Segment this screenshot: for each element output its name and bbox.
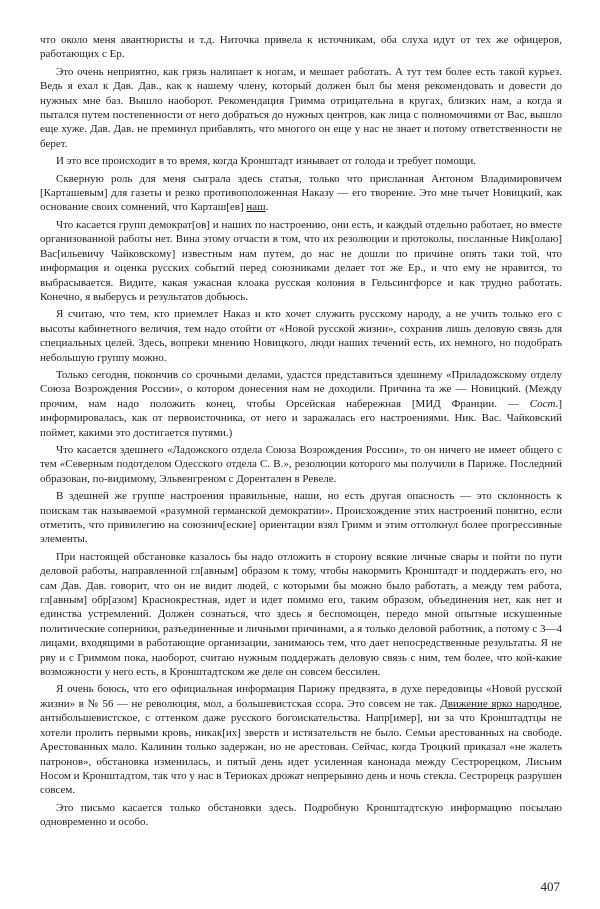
text-run: ] информировалась, как от первоисточника, от него и заражалась его настроениями. Ник. Вас. Чайковский поймет, какими это достигается путями.) xyxy=(40,397,562,439)
paragraph xyxy=(40,368,562,440)
text-run: Это очень неприятно, как грязь налипает к ногам, и мешает работать. А тут тем более есть такой курьез. Ведь я ехал к Дав. Дав., как к нашему члену, который должен был бы меня рекомендовать и довести до нужных мне баз. Вышло наоборот. Рекомендация Гримма отрицательна в кругах, близких нам, а когда я пытался путем постепенности от него добраться до нужных центров, как лица с полномочиями от Вас, вышло еще хуже. Дав. Дав. не преминул прибавлять, что многого он еще у нас не знает и потому ответственности не берет. xyxy=(40,65,562,150)
paragraph xyxy=(40,218,562,304)
text-run: Это письмо касается только обстановки здесь. Подробную Кронштадтскую информацию посылаю одновременно и особо. xyxy=(40,801,562,829)
text-run: Скверную роль для меня сыграла здесь статья, только что присланная Антоном Владимировичем [Карташевым] для газеты и резко противоположенная Наказу — его творение. Это мне тычет Новицкий, как основание своих сомнений, что Карташ[ев] xyxy=(40,172,562,214)
underlined-text: наш xyxy=(246,201,266,214)
paragraph xyxy=(40,682,562,797)
text-run: Что касается групп демократ[ов] и наших по настроению, они есть, и каждый отдельно работает, но вместе организованной работы нет. Вина этому отчасти в том, что их резолюции и протоколы, посланные Ник[олаю] Вас[ильевичу Чайковскому] известным нам путем, до нас не дошли по причине опять таки той, что информация и оценка русских событий перед союзниками делает тот же Ер., и что ему не нравится, то выбрасывается. Видите, какая ужасная клоака русская колония в Гельсингфорсе и как трудно работать. Конечно, я выберусь и результатов добьюсь. xyxy=(40,218,562,303)
paragraph xyxy=(40,172,562,215)
page-number: 407 xyxy=(540,879,560,894)
text-run: Только сегодня, покончив со срочными делами, удастся представиться здешнему «Приладожскому отделу Союза Возрождения России», о котором донесения нам не доходили. Причина та же — Новицкий. (Между прочим, нам надо положить конец, чтобы Орсейская набережная [МИД Франции. — xyxy=(40,368,562,410)
text-run: В здешней же группе настроения правильные, наши, но есть другая опасность — это склонность к поискам так называемой «разумной германской демократии». Происхождение этих настроений понятно, если отметить, что привилегию на союзнич[еские] ориентации взял Гримм и этим оттолкнул более прогрессивные элементы. xyxy=(40,490,562,546)
paragraph xyxy=(40,33,562,62)
paragraph xyxy=(40,489,562,547)
text-run: При настоящей обстановке казалось бы надо отложить в сторону всякие личные свары и пойти по пути деловой работы, направленной гл[авным] образом к тому, чтобы накормить Кронштадт и поддержать его, но сам Дав. Дав. говорит, что он не видит людей, с которыми бы можно было работать, а между тем работа, гл[авным] обр[азом] Краснокрестная, идет и идет помимо его, таким образом, объединения нет, как нет и единства устремлений. Должен сознаться, что здесь я беспомощен, передо мной опытные искушенные политические соперники, разъединенные и личными причинами, а я только деловой работник, а потому с 3—4 лицами, входящими в работающие организации, занимаюсь тем, что дает непосредственные результаты. Я не рву и с Гриммом пока, наоборот, считаю нужным поддержать деловую связь с ним, тем более, что кой-какие возможности у него есть, в Кронштадтском же деле он совсем бессилен. xyxy=(40,550,562,679)
paragraph xyxy=(40,65,562,151)
text-run: Что касается здешнего «Ладожского отдела Союза Возрождения России», то он ничего не имеет общего с тем «Северным подотделом Одесского отдела С. В.», резолюции которого мы получили в Париже. Последний образован, по-видимому, Эльвенгреном с Дорентален в Ревеле. xyxy=(40,443,562,485)
document-body xyxy=(40,33,562,830)
paragraph xyxy=(40,154,562,168)
text-run: Я считаю, что тем, кто приемлет Наказ и кто хочет служить русскому народу, а не учить только его с высоты кабинетного величия, тем надо отойти от «Новой русской жизни», сохранив лишь деловую связь для специальных целей. Здесь, вопреки мнению Новицкого, люди наших течений есть, их немного, но подобрать небольшую группу можно. xyxy=(40,308,562,364)
paragraph xyxy=(40,801,562,830)
paragraph xyxy=(40,307,562,365)
paragraph xyxy=(40,550,562,680)
text-run: И это все происходит в то время, когда Кронштадт изнывает от голода и требует помощи. xyxy=(56,155,476,168)
underlined-text: Движение ярко народное xyxy=(440,697,560,710)
italic-text: Сост. xyxy=(529,397,559,410)
text-run: , антибольшевистское, с оттенком даже русского богоискательства. Напр[имер], ни за что Кронштадтцы не хотели пролить первыми кровь, никак[их] зверств и истязательств не было. Семьи арестованных на свободе. Арестованных мало. Калинин только задержан, но не арестован. Сейчас, когда Троцкий приказал «не жалеть патронов», обстановка изменилась, и пятый день идет усиленная канонада между Сестрорецком, Лисьим Носом и Кронштадтом, так что у нас в Териоках дрожат непрерывно день и ночь стекла. Сестрорецк разрушен совсем. xyxy=(40,697,562,797)
text-run: Я очень боюсь, что его официальная информация Парижу предвзята, в духе передовицы «Новой русской жизни» в № 56 — не революция, мол, а большевистская ссора. Это совсем не так. xyxy=(40,683,562,710)
paragraph xyxy=(40,443,562,486)
text-run: . xyxy=(265,201,269,214)
text-run: что около меня авантюристы и т.д. Ниточка привела к источникам, оба слуха идут от тех же офицеров, работающих с Ер. xyxy=(40,34,562,61)
